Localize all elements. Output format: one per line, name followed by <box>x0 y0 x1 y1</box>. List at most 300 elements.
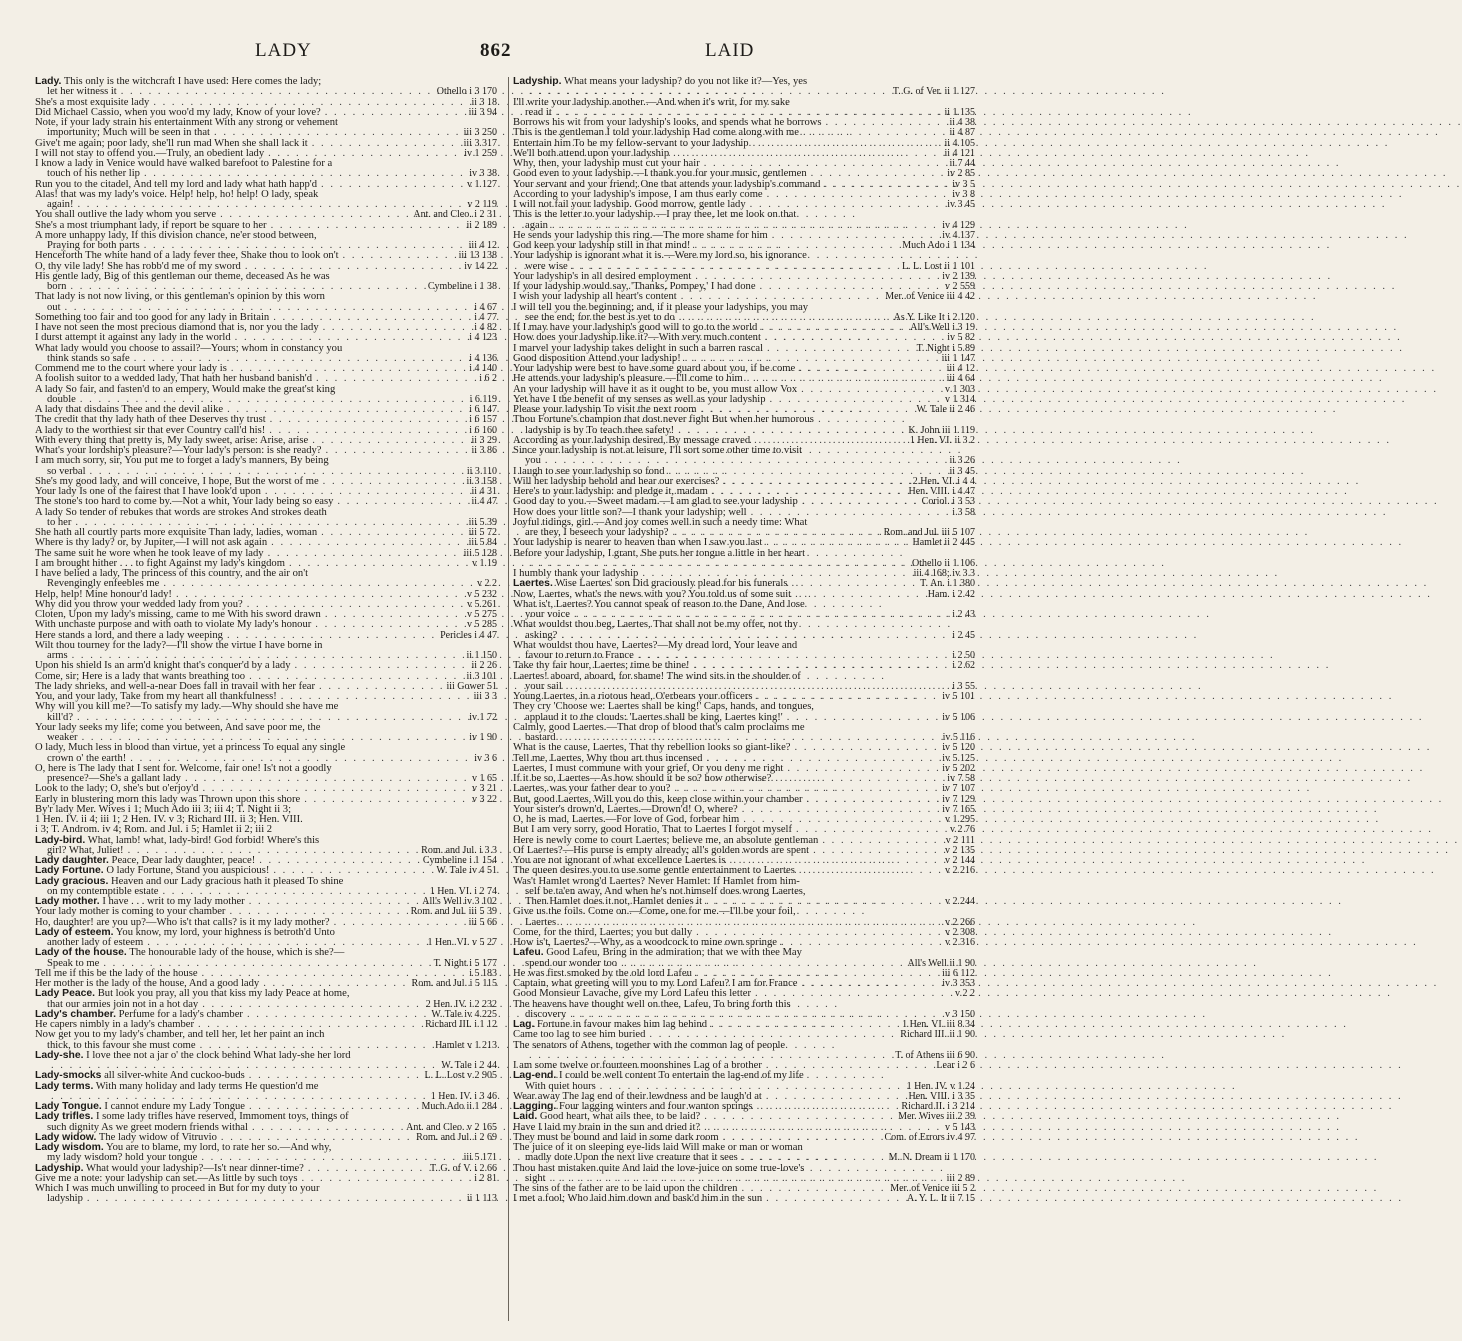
quotation: God keep your ladyship still in that mind! <box>513 240 691 251</box>
quotation: Run you to the citadel, And tell my lord and lady what hath happ'd <box>35 178 318 190</box>
quotation: I will tell you the beginning; and, if it please your ladyships, you may <box>513 301 809 313</box>
play-reference: W. Tale ii 2 46 <box>916 404 975 415</box>
play-reference: i 2 43 <box>952 609 975 620</box>
quotation: Borrows his wit from your ladyship's looks, and spends what he borrows <box>513 117 822 128</box>
play-reference: v 2 308 <box>945 926 975 938</box>
play-reference: ii 3 110 <box>466 465 497 477</box>
quotation: The juice of it on sleeping eye-lids laid Will make or man or woman <box>513 1142 803 1153</box>
leader-dots <box>163 579 473 589</box>
play-reference: M. N. Dream ii 1 170 <box>888 1152 975 1164</box>
quotation: Upon his shield Is an arm'd knight that's conquer'd by a lady <box>35 660 291 672</box>
play-reference: ii 4 38 <box>949 117 975 128</box>
play-reference: K. John iii 1 119 <box>908 424 975 436</box>
headword: Lag-end. <box>513 1070 557 1082</box>
play-reference: iii 3 3 <box>473 691 497 702</box>
quotation: What wouldst thou have, Laertes?—My dread lord, Your leave and <box>513 639 798 651</box>
quotation: I have belied a lady, The princess of this country, and the air on't <box>35 568 309 579</box>
quotation: double <box>47 393 76 405</box>
play-reference: v 2 266 <box>945 916 975 928</box>
quotation: Come, sir; Here is a lady that wants breathing too <box>35 670 246 682</box>
quotation: touch of his nether lip <box>47 168 140 180</box>
play-reference: T. Night i 5 89 <box>916 342 975 354</box>
quotation: Henceforth The white hand of a lady fever thee, Shake thou to look on't <box>35 250 339 262</box>
headword: Lady Tongue. <box>35 1101 102 1112</box>
play-reference: iv 1 90 <box>469 732 497 743</box>
play-reference: L. L. Lost v 2 905 <box>424 1070 497 1082</box>
play-reference: v 5 143 <box>945 1121 975 1133</box>
play-reference: 1 Hen. VI. v 5 27 <box>427 937 497 948</box>
play-reference: ii 2 26 <box>471 660 497 672</box>
leader-dots <box>799 866 941 876</box>
play-reference: As Y. Like It i 2 120 <box>893 311 975 323</box>
left-running-head: LADY <box>255 40 312 61</box>
headword: Lady daughter. <box>35 855 109 866</box>
leader-dots <box>802 497 918 507</box>
quotation: ladyship is by To teach thee safety! <box>525 424 675 436</box>
quotation: The senators of Athens, together with the common lag of people <box>513 1039 786 1051</box>
quotation: Where is thy lady? or, by Jupiter,—I will not ask again <box>35 537 268 549</box>
quotation: Since your ladyship is not at leisure, I'll sort some other time to visit <box>513 445 803 456</box>
quotation: Help, help! Mine honour'd lady! <box>35 588 172 600</box>
quotation: Laertes <box>525 916 557 928</box>
play-reference: ii 3 101 <box>466 670 497 682</box>
right-running-head: LAID <box>705 40 755 61</box>
quotation: How is't, Laertes?—Why, as a woodcock to mine own springe <box>513 937 777 948</box>
play-reference: i 4 136 <box>469 352 497 364</box>
leader-dots <box>87 1194 463 1204</box>
play-reference: iv 2 85 <box>947 168 975 180</box>
play-reference: T. G. of Ver. ii 1 127 <box>892 86 975 98</box>
quotation: presence?—She's a gallant lady <box>47 773 181 784</box>
play-reference: A. Y. L. It ii 7 15 <box>906 1193 975 1205</box>
quotation: let her witness it <box>47 86 117 98</box>
quotation: Now get you to my lady's chamber, and tell her, let her paint an inch <box>35 1029 325 1041</box>
quotation: You are to blame, my lord, to rate her so.—And why, <box>103 1142 332 1153</box>
headword: Lady's chamber. <box>35 1008 117 1020</box>
play-reference: v 2 2 <box>477 578 497 590</box>
quotation: Wise Laertes' son Did graciously plead for his funerals <box>552 578 788 590</box>
quotation: Did Michael Cassio, when you woo'd my lady, Know of your love? <box>35 106 321 118</box>
headword: Laertes. <box>513 578 553 590</box>
quotation: Have I laid my brain in the sun and dried it? <box>513 1121 701 1133</box>
play-reference: ii 7 44 <box>949 158 975 169</box>
quotation: Look to the lady; O, she's but o'erjoy'd <box>35 783 199 795</box>
quotation: What lady would you choose to assail?—Yours; whom in constancy you <box>35 342 343 354</box>
quotation: The credit that thy lady hath of thee Deserves thy trust <box>35 414 266 426</box>
quotation: I have not seen the most precious diamond that is, nor you the lady <box>35 322 319 333</box>
quotation: crown o' the earth! <box>47 752 127 764</box>
quotation: She's my good lady, and will conceive, I hope, But the worst of me <box>35 475 319 487</box>
quotation: You are not ignorant of what excellence Laertes is <box>513 855 726 866</box>
quotation: i 3; T. Androm. iv 4; Rom. and Jul. i 5; Hamlet ii 2; iii 2 <box>35 824 273 836</box>
play-reference: iii 4 12 <box>946 363 975 374</box>
quotation: This is the gentleman I told your ladyship Had come along with me <box>513 127 799 139</box>
play-reference: v 2 2 <box>955 988 975 1000</box>
play-reference: v 5 275 <box>467 609 497 620</box>
quotation-text <box>35 1194 83 1204</box>
play-reference: i 6 119 <box>469 393 497 405</box>
quotation: With many holiday and lady terms He question'd me <box>93 1080 319 1092</box>
play-reference: ii 4 31 <box>471 486 497 497</box>
quotation: Thou Fortune's champion that dost never fight But when her humorous <box>513 414 814 426</box>
quotation: to her <box>47 516 72 528</box>
quotation: Commend me to the court where your lady is <box>35 363 227 374</box>
play-reference: 2 Hen. IV. i 2 232 <box>425 998 497 1010</box>
play-reference: Coriol. i 3 53 <box>921 496 975 508</box>
play-reference: iii 3 317 <box>463 137 497 149</box>
quotation: Will her ladyship behold and hear our exercises? <box>513 475 720 487</box>
leader-dots <box>271 538 464 548</box>
play-reference: v 2 76 <box>950 824 975 836</box>
play-reference: v 2 144 <box>945 855 975 866</box>
headword: Lady Peace. <box>35 988 96 1000</box>
play-reference: ii 1 150 <box>466 650 497 661</box>
play-reference: iii 5 72 <box>468 527 497 538</box>
play-reference: i 2 45 <box>952 629 975 641</box>
quotation: Wear away The lag end of their lewdness and be laugh'd at <box>513 1090 762 1102</box>
quotation: They must be bound and laid in some dark room <box>513 1131 719 1143</box>
play-reference: ii 3 29 <box>471 434 497 446</box>
play-reference: i 6 2 <box>479 373 497 385</box>
headword: Lady widow. <box>35 1131 97 1143</box>
quotation: His gentle lady, Big of this gentleman our theme, deceased As he was <box>35 270 330 282</box>
quotation: you <box>525 455 541 467</box>
play-reference: iii 1 147 <box>941 352 975 364</box>
play-reference: v 2 216 <box>945 865 975 877</box>
play-reference: Lear i 2 6 <box>936 1060 975 1071</box>
leader-dots <box>796 825 946 835</box>
quotation-line <box>35 456 497 466</box>
leader-dots <box>765 333 943 343</box>
headword: Lady terms. <box>35 1080 94 1092</box>
play-reference: iv 7 165 <box>942 803 975 815</box>
quotation: I will not fail your ladyship. Good morrow, gentle lady <box>513 199 746 210</box>
quotation: We'll both attend upon your ladyship <box>513 147 670 159</box>
play-reference: Cymbeline i 1 154 <box>422 855 497 866</box>
quotation: weaker <box>47 732 78 743</box>
play-reference: Othello ii 1 106 <box>911 557 975 569</box>
play-reference: iii 5 171 <box>463 1152 497 1164</box>
quotation: were wise <box>525 260 568 272</box>
play-reference: iv 1 259 <box>464 147 497 159</box>
quotation: According to your ladyship's impose, I am thus early come <box>513 188 763 200</box>
headword: Lady of the house. <box>35 947 127 959</box>
play-reference: Rom. and Jul. iii 5 39 <box>410 906 497 918</box>
quotation: What, lamb! what, lady-bird! God forbid! Where's this <box>85 834 320 846</box>
quotation: What wouldst thou beg, Laertes, That shall not be my offer, not thy <box>513 619 798 631</box>
play-reference: i 4 67 <box>474 301 497 313</box>
quotation: Early in blustering morn this lady was Thrown upon this shore <box>35 793 301 805</box>
play-reference: Rom. and Jul. iii 5 107 <box>883 527 975 538</box>
quotation: Alas! that was my lady's voice. Help! help, ho! help! O lady, speak <box>35 188 319 200</box>
quotation: Good disposition Attend your ladyship! <box>513 352 681 364</box>
quotation: She's a most exquisite lady <box>35 96 150 108</box>
quotation: Was't Hamlet wrong'd Laertes? Never Hamlet: If Hamlet from him- <box>513 875 800 887</box>
quotation: A more unhappy lady, If this division chance, ne'er stood between, <box>35 229 317 241</box>
play-reference: iv 4 137 <box>942 229 975 241</box>
leader-dots <box>270 415 466 425</box>
play-reference: v 2 559 <box>945 281 975 292</box>
quotation: I love thee not a jar o' the clock behind What lady-she her lord <box>83 1049 351 1061</box>
play-reference: i 5 183 <box>469 967 497 979</box>
quotation: I marvel your ladyship takes delight in such a barren rascal <box>513 342 764 354</box>
quotation: Give't me again; poor lady, she'll run mad When she shall lack it <box>35 137 308 149</box>
quotation: What would your ladyship?—Is't near dinner-time? <box>83 1162 304 1174</box>
play-reference: Richard II. i 3 214 <box>901 1101 975 1112</box>
quotation: Peace, Dear lady daughter, peace! <box>108 855 256 866</box>
play-reference: ii 4 87 <box>949 127 975 139</box>
quotation: I could be well content To entertain the lag-end of my life <box>556 1070 804 1082</box>
play-reference: ii 2 189 <box>466 219 497 231</box>
play-reference: ii 3 86 <box>471 445 497 456</box>
quotation-text <box>35 702 338 712</box>
play-reference: iv 5 101 <box>942 691 975 702</box>
play-reference: i 3 55 <box>952 680 975 692</box>
leader-dots <box>811 169 944 179</box>
right-column <box>508 77 975 1321</box>
leader-dots <box>704 1112 894 1122</box>
quotation: What's your lordship's pleasure?—Your lady's person: is she ready? <box>35 445 322 456</box>
quotation: Of Laertes?—His purse is empty already; all's golden words are spent <box>513 844 810 856</box>
quotation: Entertain him To be my fellow-servant to your ladyship <box>513 137 749 149</box>
play-reference: All's Well ii 1 90 <box>907 957 975 969</box>
play-reference: v 2 316 <box>945 937 975 948</box>
play-reference: Cymbeline i 1 38 <box>427 281 497 292</box>
quotation: This is the letter to your ladyship.—I pray thee, let me look on that <box>513 209 797 221</box>
headword: Lady-she. <box>35 1049 84 1061</box>
quotation: The stone's too hard to come by.—Not a whit, Your lady being so easy <box>35 496 334 508</box>
leader-dots <box>766 1194 903 1204</box>
play-reference: 1 Hen. VI. ii 3 2 <box>909 434 975 446</box>
quotation: your voice <box>525 609 571 620</box>
play-reference: iii 4 64 <box>946 373 975 385</box>
play-reference: iv 5 202 <box>942 762 975 774</box>
play-reference: i 6 160 <box>469 424 497 436</box>
quotation: Your ladyship is nearer to heaven than when I saw you last <box>513 537 763 549</box>
quotation: Good Lafeu, Bring in the admiration; that we with thee May <box>543 947 802 959</box>
headword: Laid. <box>513 1111 538 1123</box>
play-reference: iv 5 120 <box>942 742 975 754</box>
quotation: Here stands a lord, and there a lady weeping <box>35 629 223 641</box>
quotation-line <box>513 1194 975 1204</box>
play-reference: iii 5 39 <box>468 516 497 528</box>
quotation: O, here is The lady that I sent for. Welcome, fair one! Is't not a goodly <box>35 762 332 774</box>
quotation: Your ladyship were best to have some guard about you, if he come <box>513 363 796 374</box>
play-reference: W. Tale iv 4 225 <box>431 1008 497 1020</box>
play-reference: v 1 314 <box>945 393 975 405</box>
quotation: Laertes, I must commune with your grief, Or you deny me right <box>513 762 784 774</box>
quotation: You, and your lady, Take from my heart all thankfulness! <box>35 691 277 702</box>
quotation: How does your ladyship like it?—With very much content <box>513 332 761 344</box>
quotation-line <box>35 702 497 712</box>
play-reference: Com. of Errors iv 4 97 <box>884 1131 975 1143</box>
quotation: With every thing that pretty is, My lady sweet, arise: Arise, arise <box>35 434 309 446</box>
quotation: Ho, daughter! are you up?—Who is't that calls? is it my lady mother? <box>35 916 330 928</box>
quotation: Here is newly come to court Laertes; believe me, an absolute gentleman <box>513 834 819 846</box>
quotation: A lady to the worthiest sir that ever Country call'd his! <box>35 424 266 436</box>
quotation-text <box>513 1194 762 1204</box>
quotation: ladyship <box>47 1193 83 1205</box>
play-reference: Rom. and Jul. i 5 115 <box>411 978 497 989</box>
play-reference: Othello i 3 170 <box>436 86 497 98</box>
quotation: An your ladyship will have it as it ought to be, you must allow Vox <box>513 383 798 395</box>
quotation: think stands so safe <box>47 352 130 364</box>
quotation: A lady that disdains Thee and the devil alike <box>35 404 224 415</box>
play-reference: iii 2 89 <box>946 1172 975 1184</box>
quotation: 1 Hen. IV. ii 4; iii 1; 2 Hen. IV. v 3; Richard III. ii 3; Hen. VIII. <box>35 814 303 825</box>
leader-dots <box>795 590 924 600</box>
quotation: If it be so, Laertes—As how should it be so? how otherwise? <box>513 773 772 784</box>
play-reference: iv 7 107 <box>942 783 975 795</box>
play-reference: ii 3 26 <box>949 455 975 467</box>
quotation: Good heart, what ails thee, to be laid? <box>537 1111 701 1123</box>
quotation: Please your ladyship To visit the next room <box>513 404 697 415</box>
play-reference: Mer. Wives iii 2 39 <box>898 1111 975 1123</box>
quotation: arms <box>47 650 68 661</box>
quotation: A lady So tender of rebukes that words are strokes And strokes death <box>35 506 327 518</box>
quotation: What is the cause, Laertes, That thy rebellion looks so giant-like? <box>513 742 791 754</box>
page-header <box>0 40 1000 70</box>
play-reference: iii 13 138 <box>458 250 497 262</box>
quotation: your sail <box>525 680 562 692</box>
leader-dots <box>337 497 467 507</box>
quotation: Revengingly enfeebles me <box>47 578 160 590</box>
quotation: another lady of esteem <box>47 937 144 948</box>
quotation: He sends your ladyship this ring.—The more shame for him <box>513 229 768 241</box>
play-reference: 1 Hen. IV. v 1 24 <box>906 1080 975 1092</box>
quotation: Come, for the third, Laertes; you but dally <box>513 926 693 938</box>
play-reference: v 3 150 <box>945 1008 975 1020</box>
quotation: Your ladyship's in all desired employment <box>513 270 692 282</box>
quotation: Laertes, was your father dear to you? <box>513 783 671 795</box>
play-reference: v 3 21 <box>472 783 497 795</box>
play-reference: Hamlet v 1 213 <box>435 1039 497 1051</box>
quotation: The lady widow of Vitruvio <box>96 1131 217 1143</box>
leader-dots <box>787 713 939 723</box>
quotation: Your servant and your friend; One that attends your ladyship's command <box>513 178 821 190</box>
quotation: But, good Laertes, Will you do this, keep close within your chamber <box>513 793 803 805</box>
quotation: By'r lady Mer. Wives i 1; Much Ado iii 3; iii 4; T. Night ii 3; <box>35 803 292 815</box>
quotation: Laertes! aboard, aboard, for shame! The wind sits in the shoulder of <box>513 670 801 682</box>
leader-dots <box>795 743 939 753</box>
quotation: They cry 'Choose we: Laertes shall be king!' Caps, hands, and tongues, <box>513 701 814 713</box>
quotation: Good day to you.—Sweet madam.—I am glad to see your ladyship <box>513 496 798 508</box>
quotation: Give me a note: your ladyship can set.—As little by such toys <box>35 1172 298 1184</box>
quotation: Your lady Is one of the fairest that I have look'd upon <box>35 486 261 497</box>
quotation: Which I was much unwilling to proceed in But for my duty to your <box>35 1183 320 1194</box>
quotation: The heavens have thought well on thee, Lafeu, To bring forth this <box>513 998 791 1010</box>
play-reference: Ant. and Cleo. v 2 165 <box>406 1121 497 1133</box>
quotation: O, thy vile lady! She has robb'd me of my sword <box>35 260 241 272</box>
play-reference: iii 5 66 <box>468 916 497 928</box>
play-reference: v 1 65 <box>472 773 497 784</box>
leader-dots <box>781 938 941 948</box>
leader-dots <box>321 180 463 190</box>
play-reference: W. Tale i 2 44 <box>441 1060 497 1071</box>
quotation: Before your ladyship, I grant, She puts her tongue a little in her heart <box>513 547 806 559</box>
quotation: Your lady seeks my life; come you between, And save poor me, the <box>35 721 321 733</box>
quotation: madly dote Upon the next live creature that it sees <box>525 1152 738 1164</box>
quotation: Joyful tidings, girl.—And joy comes well in such a needy time: What <box>513 516 808 528</box>
play-reference: iv 5 125 <box>942 752 975 764</box>
play-reference: Rom. and Jul. i 2 69 <box>416 1131 497 1143</box>
headword: Ladyship. <box>35 1162 84 1174</box>
quotation-line <box>513 907 975 917</box>
play-reference: iv 2 139 <box>942 270 975 282</box>
play-reference: iv 3 45 <box>947 199 975 210</box>
play-reference: 1 Hen. VI. i 2 74 <box>429 885 497 897</box>
leader-dots <box>304 795 468 805</box>
leader-dots <box>326 446 468 456</box>
quotation: The sins of the father are to be laid upon the children <box>513 1183 738 1194</box>
play-reference: i 4 140 <box>469 363 497 374</box>
quotation: such dignity As we greet modern friends withal <box>47 1121 248 1133</box>
play-reference: iv 3 353 <box>942 978 975 989</box>
headword: Lady wisdom. <box>35 1142 104 1153</box>
leader-dots <box>803 128 945 138</box>
play-reference: iii 4 168; iv 3 3 <box>913 568 975 579</box>
quotation: importunity; Much will be seen in that <box>47 127 211 139</box>
play-reference: W. Tale iv 4 51 <box>436 865 497 877</box>
quotation: He was first smoked by the old lord Lafeu <box>513 967 692 979</box>
quotation: out <box>47 301 61 313</box>
play-reference: ii 3 18 <box>471 96 497 108</box>
play-reference: Rom. and Jul. i 3 3 <box>421 844 497 856</box>
quotation: I laugh to see your ladyship so fond <box>513 465 665 477</box>
quotation: Four lagging winters and four wanton springs <box>556 1101 753 1112</box>
quotation: girl? What, Juliet! <box>47 844 124 856</box>
quotation-line <box>35 1194 497 1204</box>
quotation: O lady, Much less in blood than virtue, yet a princess To equal any single <box>35 742 346 754</box>
play-reference: i 4 82 <box>474 322 497 333</box>
quotation: Calmly, good Laertes.—That drop of blood that's calm proclaims me <box>513 721 805 733</box>
quotation: You shall outlive the lady whom you serve <box>35 209 217 221</box>
play-reference: Much Ado i 1 134 <box>902 240 975 251</box>
play-reference: Hen. VIII. i 3 35 <box>908 1090 975 1102</box>
play-reference: 2 Hen. VI. i 4 4 <box>912 475 975 487</box>
quotation: If I may have your ladyship's good will to go to the world <box>513 322 758 333</box>
quotation: Fortune in favour makes him lag behind <box>534 1019 708 1030</box>
left-column <box>35 77 497 1321</box>
play-reference: v 5 261 <box>467 598 497 610</box>
quotation: With quiet hours <box>525 1080 596 1092</box>
play-reference: i 3 58 <box>952 506 975 518</box>
quotation: applaud it to the clouds: 'Laertes shall be king, Laertes king!' <box>525 711 783 723</box>
quotation: Your lady mother is coming to your chamber <box>35 906 226 918</box>
play-reference: i 4 123 <box>469 332 497 344</box>
quotation: That lady is not now living, or this gentleman's opinion by this worn <box>35 291 325 303</box>
quotation: Now, Laertes, what's the news with you? You told us of some suit <box>513 588 792 600</box>
play-reference: v 3 22 <box>472 793 497 805</box>
quotation: He attends your ladyship's pleasure.—I'll come to him <box>513 373 743 385</box>
quotation-line <box>35 292 497 302</box>
quotation: I am much sorry, sir, You put me to forget a lady's manners, By being <box>35 455 329 467</box>
headword: Lag. <box>513 1019 535 1030</box>
quotation: Why, then, your ladyship must cut your hair <box>513 158 700 169</box>
quotation: born <box>47 281 67 292</box>
quotation: Captain, what greeting will you to my Lord Lafeu? I am for France <box>513 978 798 989</box>
headword: Lady Fortune. <box>35 865 104 877</box>
play-reference: ii 1 135 <box>944 106 975 118</box>
quotation: Came too lag to see him buried <box>513 1029 646 1041</box>
play-reference: ii 3 45 <box>949 465 975 477</box>
quotation: If your ladyship would say, 'Thanks, Pompey,' I had done <box>513 281 756 292</box>
quotation: I durst attempt it against any lady in the world <box>35 332 231 344</box>
quotation: discovery <box>525 1008 567 1020</box>
quotation: Thou hast mistaken quite And laid the love-juice on some true-love's <box>513 1162 805 1174</box>
play-reference: v 5 285 <box>467 619 497 631</box>
quotation: Take thy fair hour, Laertes; time be thine! <box>513 660 690 672</box>
